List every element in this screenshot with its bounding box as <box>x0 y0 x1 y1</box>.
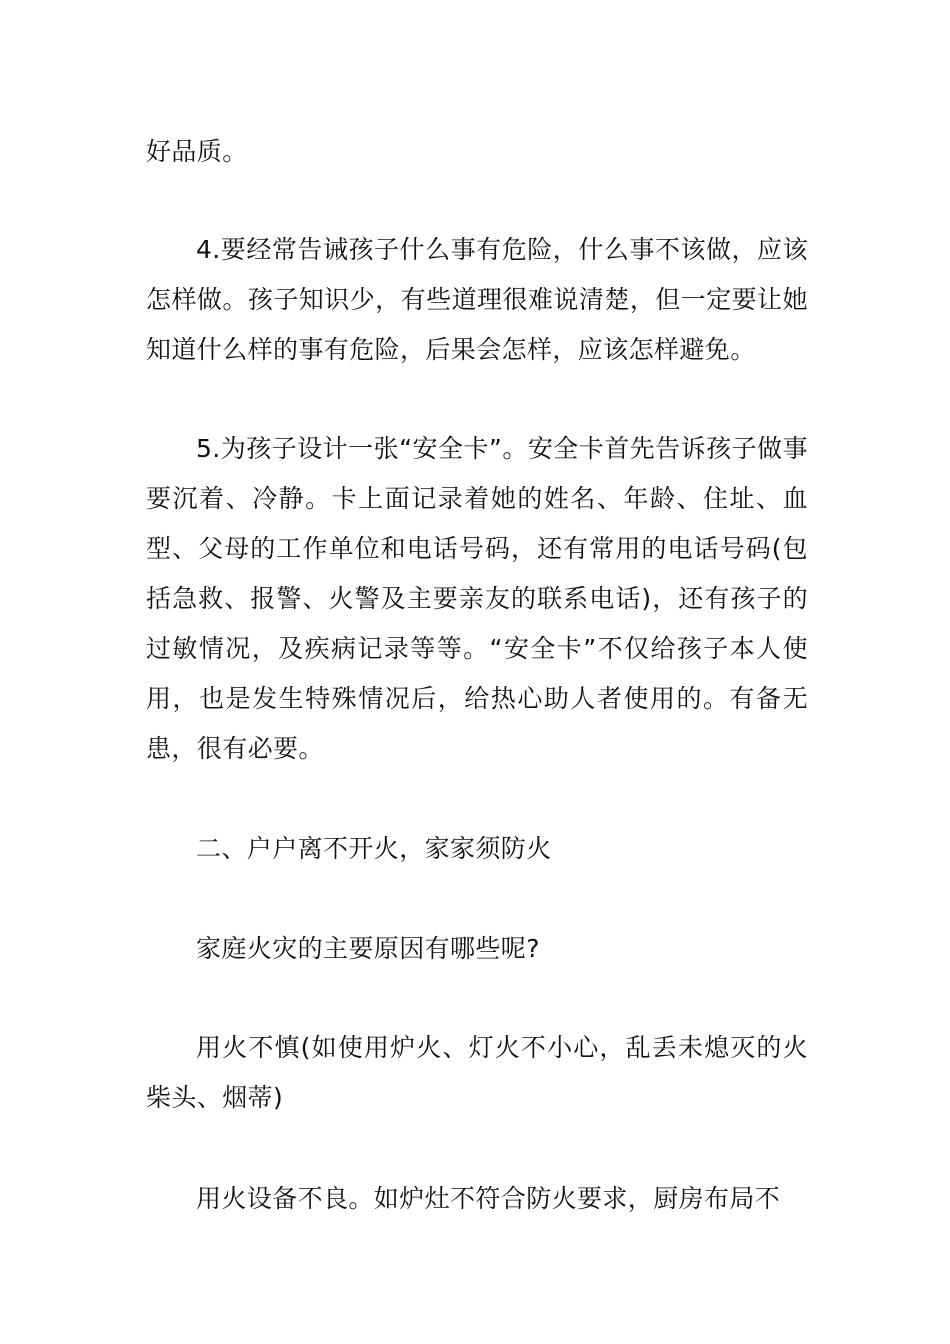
paragraph-item-4: 4.要经常告诫孩子什么事有危险，什么事不该做，应该怎样做。孩子知识少，有些道理很难说清楚，但一定要让她知道什么样的事有危险，后果会怎样，应该怎样避免。 <box>146 235 808 364</box>
paragraph-item-5: 5.为孩子设计一张“安全卡”。安全卡首先告诉孩子做事要沉着、冷静。卡上面记录着她的姓名、年龄、住址、血型、父母的工作单位和电话号码，还有常用的电话号码(包括急救、报警、火警及主要亲友的联系电话)，还有孩子的过敏情况，及疾病记录等等。“安全卡”不仅给孩子本人使用，也是发生特殊情况后，给热心助人者使用的。有备无患，很有必要。 <box>146 434 808 763</box>
paragraph-poor-equipment: 用火设备不良。如炉灶不符合防火要求，厨房布局不 <box>196 1184 781 1213</box>
paragraph-question: 家庭火灾的主要原因有哪些呢? <box>196 934 540 963</box>
paragraph-careless-fire-use: 用火不慎(如使用炉火、灯火不小心，乱丢未熄灭的火柴头、烟蒂) <box>146 1033 808 1112</box>
paragraph-continuation: 好品质。 <box>146 137 248 166</box>
section-heading-fire-prevention: 二、户户离不开火，家家须防火 <box>196 834 552 863</box>
